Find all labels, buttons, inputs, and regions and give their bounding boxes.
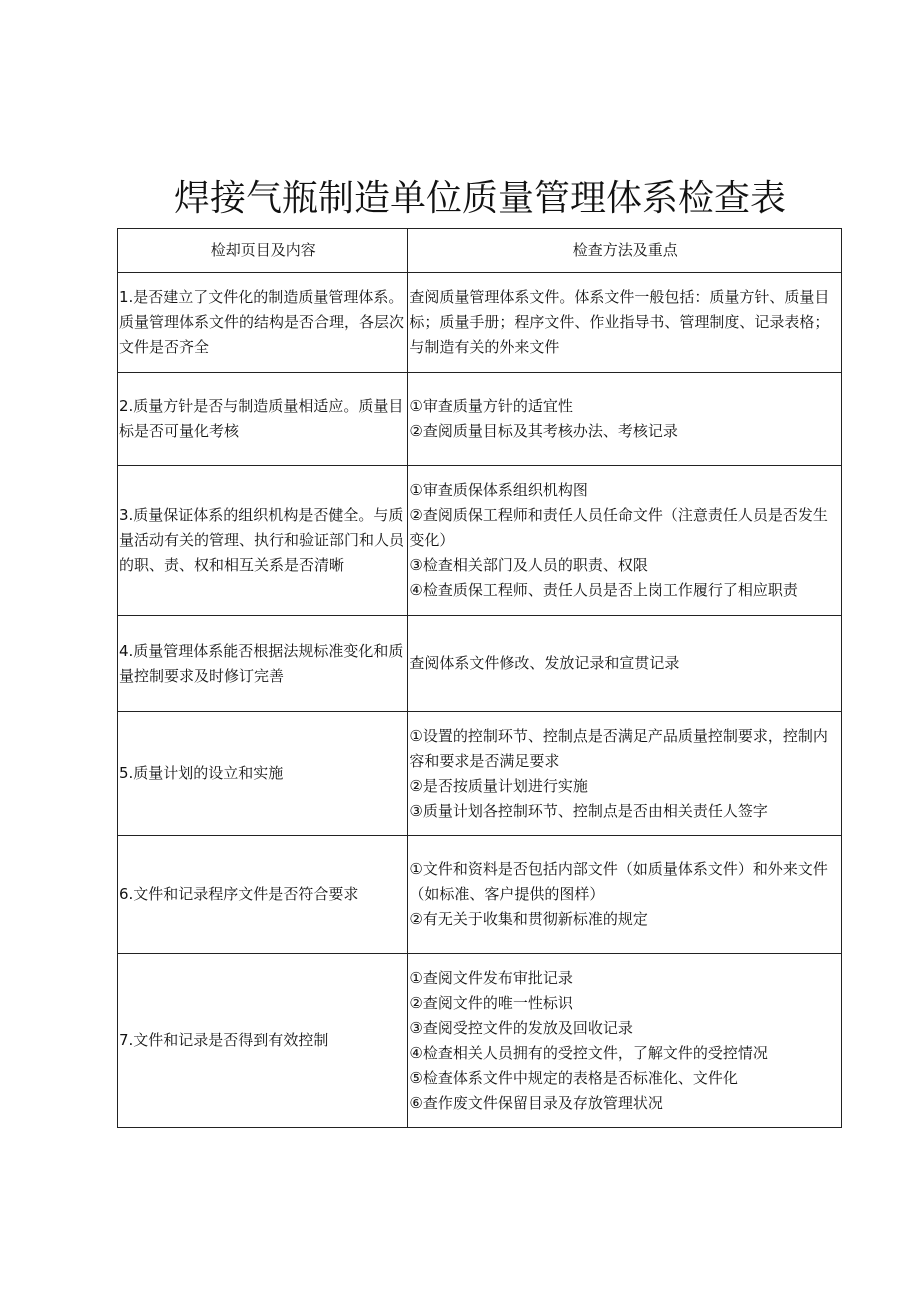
- method-line: ③查阅受控文件的发放及回收记录: [409, 1018, 633, 1037]
- check-method-cell: [408, 616, 842, 712]
- page-title: 焊接气瓶制造单位质量管理体系检查表: [173, 178, 786, 219]
- table-row: [118, 954, 842, 1128]
- method-line: ①文件和资料是否包括内部文件（如质量体系文件）和外来文件（如标准、客户提供的图样）: [409, 860, 828, 903]
- method-line: ④检查相关人员拥有的受控文件，了解文件的受控情况: [409, 1043, 768, 1062]
- method-line: ②查阅文件的唯一性标识: [409, 993, 573, 1012]
- column-header-item: 检却页目及内容: [118, 229, 408, 273]
- method-line: 查阅体系文件修改、发放记录和宣贯记录: [409, 654, 680, 672]
- method-line: ⑥查作废文件保留目录及存放管理状况: [409, 1093, 663, 1112]
- table-row: [118, 836, 842, 954]
- check-item-cell: 7.文件和记录是否得到有效控制: [118, 954, 408, 1128]
- table-header-row: [118, 229, 842, 273]
- check-method-cell: [408, 273, 842, 373]
- check-item-cell: 5.质量计划的设立和实施: [118, 712, 408, 836]
- method-line: ②查阅质保工程师和责任人员任命文件（注意责任人员是否发生变化）: [409, 506, 828, 549]
- column-header-method: 检查方法及重点: [408, 229, 842, 273]
- check-method-cell: [408, 373, 842, 466]
- method-line: ①审查质量方针的适宜性: [409, 397, 573, 415]
- table-row: [118, 616, 842, 712]
- inspection-table: [117, 228, 842, 1128]
- check-item-cell: 4.质量管理体系能否根据法规标准变化和质量控制要求及时修订完善: [118, 616, 408, 712]
- check-method-cell: [408, 954, 842, 1128]
- check-item-cell: 2.质量方针是否与制造质量相适应。质量目标是否可量化考核: [118, 373, 408, 466]
- check-item-cell: 1.是否建立了文件化的制造质量管理体系。质量管理体系文件的结构是否合理，各层次文件是否齐全: [118, 273, 408, 373]
- check-method-cell: [408, 712, 842, 836]
- method-line: ①设置的控制环节、控制点是否满足产品质量控制要求，控制内容和要求是否满足要求: [409, 726, 828, 770]
- table-row: [118, 273, 842, 373]
- check-item-cell: 3.质量保证体系的组织机构是否健全。与质量活动有关的管理、执行和验证部门和人员的职、责、权和相互关系是否清晰: [118, 466, 408, 616]
- method-line: ②查阅质量目标及其考核办法、考核记录: [409, 422, 678, 440]
- method-line: ①查阅文件发布审批记录: [409, 968, 573, 987]
- method-line: ③质量计划各控制环节、控制点是否由相关责任人签字: [409, 801, 768, 820]
- check-method-cell: [408, 466, 842, 616]
- check-item-cell: 6.文件和记录程序文件是否符合要求: [118, 836, 408, 954]
- method-line: ⑤检查体系文件中规定的表格是否标准化、文件化: [409, 1068, 738, 1087]
- table-row: [118, 712, 842, 836]
- method-line: ②有无关于收集和贯彻新标准的规定: [409, 910, 648, 928]
- method-line: ①审查质保体系组织机构图: [409, 481, 588, 499]
- table-row: [118, 466, 842, 616]
- table-row: [118, 373, 842, 466]
- method-line: 查阅质量管理体系文件。体系文件一般包括：质量方针、质量目标；质量手册；程序文件、作业指导书、管理制度、记录表格；与制造有关的外来文件: [409, 288, 830, 356]
- method-line: ③检查相关部门及人员的职责、权限: [409, 556, 648, 574]
- check-method-cell: [408, 836, 842, 954]
- method-line: ②是否按质量计划进行实施: [409, 776, 588, 795]
- method-line: ④检查质保工程师、责任人员是否上岗工作履行了相应职责: [409, 581, 798, 599]
